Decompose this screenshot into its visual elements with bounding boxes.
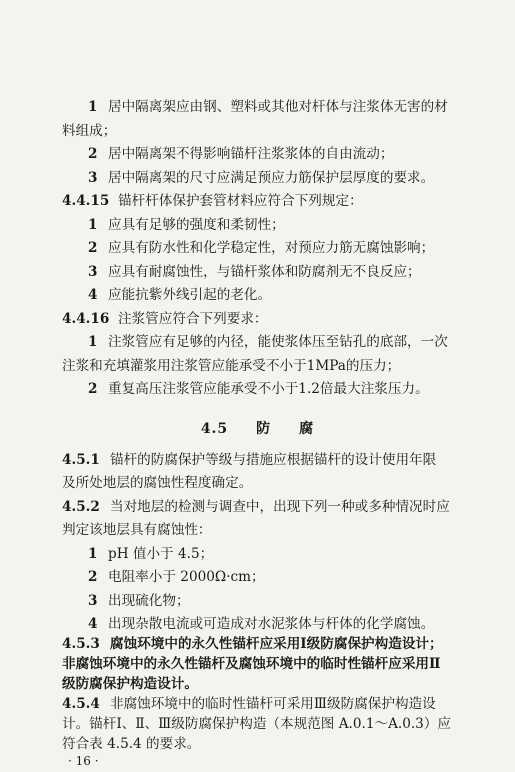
item-text: 电阻率小于 2000Ω·cm； [108,569,265,585]
clause-number: 4.4.15 [62,193,110,209]
clause-number: 4.5.3 [62,636,100,652]
clause-text: 注浆管应符合下列要求： [118,311,268,327]
item-text: 注浆和充填灌浆用注浆管应能承受不小于1MPa的压力； [62,358,401,374]
clause-text: 锚杆杆体保护套管材料应符合下列规定： [118,193,363,209]
clause-text: 符合表 4.5.4 的要求。 [62,736,201,752]
item-number: 4 [88,616,98,632]
item-text: 应具有防水性和化学稳定性，对预应力筋无腐蚀影响； [108,240,435,256]
item-text: 出现硫化物； [108,593,190,609]
item-number: 1 [88,334,98,350]
section-title-char: 防 [256,421,272,437]
clause-text: 及所处地层的腐蚀性程度确定。 [62,475,253,491]
item-number: 4 [88,287,98,303]
item-text: 应具有足够的强度和柔韧性； [108,217,285,233]
clause-number: 4.5.1 [62,452,100,468]
item-text: 出现杂散电流或可造成对水泥浆体与杆体的化学腐蚀。 [108,616,435,632]
clause-text: 腐蚀环境中的永久性锚杆应采用Ⅰ级防腐保护构造设计； [110,636,443,652]
item-text: pH 值小于 4.5； [108,546,214,562]
item-number: 2 [88,146,98,162]
item-text: 居中隔离架不得影响锚杆注浆浆体的自由流动； [108,146,394,162]
item-number: 3 [88,593,98,609]
item-text: 居中隔离架应由钢、塑料或其他对杆体与注浆体无害的材 [108,99,448,115]
clause-number: 4.5.2 [62,499,100,515]
item-number: 3 [88,170,98,186]
item-number: 1 [88,217,98,233]
clause-text: 计。锚杆Ⅰ、Ⅱ、Ⅲ级防腐保护构造（本规范图 A.0.1～A.0.3）应 [62,716,452,732]
item-text: 注浆管应有足够的内径，能使浆体压至钻孔的底部，一次 [108,334,448,350]
item-text: 应能抗紫外线引起的老化。 [108,287,272,303]
clause-text: 非腐蚀环境中的永久性锚杆及腐蚀环境中的临时性锚杆应采用Ⅱ [62,656,441,672]
clause-text: 锚杆的防腐保护等级与措施应根据锚杆的设计使用年限 [110,452,437,468]
item-number: 2 [88,240,98,256]
clause-number: 4.4.16 [62,311,110,327]
item-text: 居中隔离架的尺寸应满足预应力筋保护层厚度的要求。 [108,170,435,186]
item-number: 3 [88,264,98,280]
item-text: 应具有耐腐蚀性，与锚杆浆体和防腐剂无不良反应； [108,264,421,280]
clause-text: 当对地层的检测与调查中，出现下列一种或多种情况时应 [110,499,450,515]
section-title [0,418,515,438]
item-number: 1 [88,546,98,562]
item-number: 2 [88,569,98,585]
item-number: 1 [88,99,98,115]
section-number: 4.5 [200,421,229,437]
item-text: 料组成； [62,123,117,139]
item-number: 2 [88,381,98,397]
clause-number: 4.5.4 [62,696,100,712]
item-text: 重复高压注浆管应能承受不小于1.2倍最大注浆压力。 [108,381,429,397]
page-number: · 16 · [68,754,99,768]
section-title-char: 腐 [299,421,315,437]
clause-text: 级防腐保护构造设计。 [62,676,198,692]
clause-text: 判定该地层具有腐蚀性： [62,522,212,538]
clause-text: 非腐蚀环境中的临时性锚杆可采用Ⅲ级防腐保护构造设 [110,696,436,712]
